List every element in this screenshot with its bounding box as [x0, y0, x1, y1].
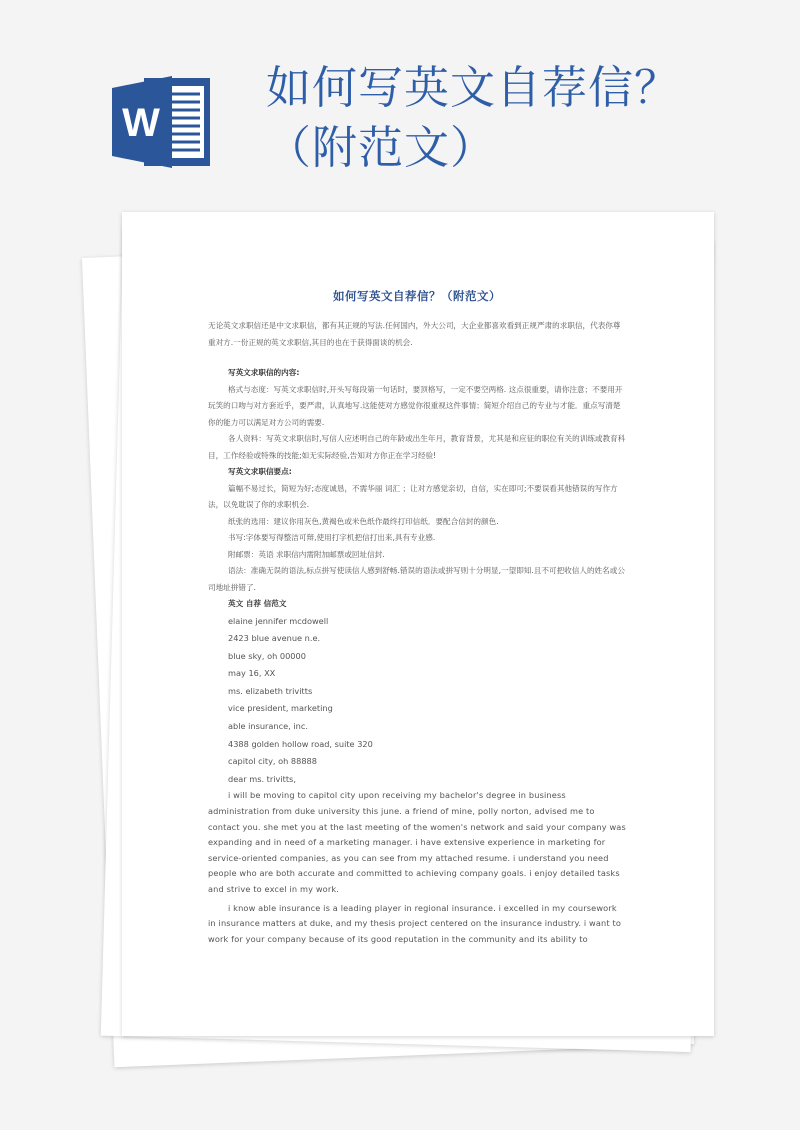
paragraph-stamp: 附邮票：英语 求职信内需附加邮票或回址信封. [228, 549, 385, 559]
letter-date: may 16, XX [228, 668, 276, 679]
address-line: elaine jennifer mcdowell [228, 615, 329, 626]
address-line: capitol city, oh 88888 [228, 756, 317, 767]
paragraph-grammar: 语法：准确无误的语法,标点拼写使读信人感到舒畅.错误的语法或拼写则十分明显,一望即知.且不可把收信人的姓名或公司地址拼错了. [208, 566, 625, 592]
paragraph-paper: 纸张的选用：建议你用灰色,黄褐色或米色纸作最终打印信纸．要配合信封的颜色. [228, 516, 499, 526]
page-title: 如何写英文自荐信？（附范文） [266, 61, 681, 174]
sample-heading: 英文 自荐 信范文 [228, 599, 287, 608]
document-body [208, 288, 626, 947]
letter-salutation: dear ms. trivitts, [228, 773, 296, 784]
address-line: vice president, marketing [228, 703, 333, 714]
svg-text:W: W [122, 101, 160, 145]
letter-paragraph: i know able insurance is a leading player in regional insurance. i excelled in my coursework in insurance matters at duke, and my thesis project centered on the insurance industry. i want to work for your company because of its good reputation in the community and its ability to [208, 902, 621, 944]
paragraph-writing: 书写:字体要写得整洁可辩,使用打字机把信打出来,具有专业感. [228, 533, 436, 542]
section-heading-content: 写英文求职信的内容: [228, 368, 300, 377]
document-title: 如何写英文自荐信？（附范文） [333, 289, 501, 303]
section-heading-keypoints: 写英文求职信要点: [228, 467, 292, 476]
address-line: 2423 blue avenue n.e. [228, 633, 321, 644]
paragraph-personal-info: 各人资料：写英文求职信时,写信人应述明自己的年龄或出生年月，教育背景，尤其是和应征的职位有关的训练或教育科目，工作经验或特殊的技能;如无实际经验,告知对方你正在学习经验! [208, 434, 626, 460]
paragraph-format: 格式与态度：写英文求职信时,开头写每段第一句话时，要顶格写，一定不要空两格. 这点很重要，请你注意；不要用开玩笑的口吻与对方套近乎，要严肃，认真地写.这能使对方感觉你很重视这件事情；简短介绍自己的专业与才能．重点写清楚你的能力可以满足对方公司的需要. [208, 384, 623, 427]
address-line: able insurance, inc. [228, 721, 308, 732]
address-line: 4388 golden hollow road, suite 320 [228, 738, 373, 749]
paragraph-length: 篇幅不易过长，简短为好;态度诚恳，不需华丽 词汇 ；让对方感觉亲切，自信，实在即可;不要误看其他错误的写作方法，以免耽误了你的求职机会. [208, 483, 618, 509]
address-line: ms. elizabeth trivitts [228, 685, 313, 696]
letter-paragraph: i will be moving to capitol city upon receiving my bachelor's degree in business administration from duke university this june. a friend of mine, polly norton, advised me to contact you. she met you at the last meeting of the women's network and said your company was expanding and in need of a marketing manager. i have extensive experience in marketing for service-oriented companies, as you can see from my attached resume. i understand you need people who are both accurate and committed to achieving company goals. i enjoy detailed tasks and strive to excel in my work. [208, 790, 626, 894]
address-line: blue sky, oh 00000 [228, 650, 306, 661]
intro-paragraph: 无论英文求职信还是中文求职信，都有其正规的写法.任何国内，外大公司，大企业都喜欢看到正规严肃的求职信，代表你尊重对方.一份正规的英文求职信,其目的也在于获得面谈的机会. [208, 321, 621, 347]
word-doc-icon [110, 70, 214, 174]
